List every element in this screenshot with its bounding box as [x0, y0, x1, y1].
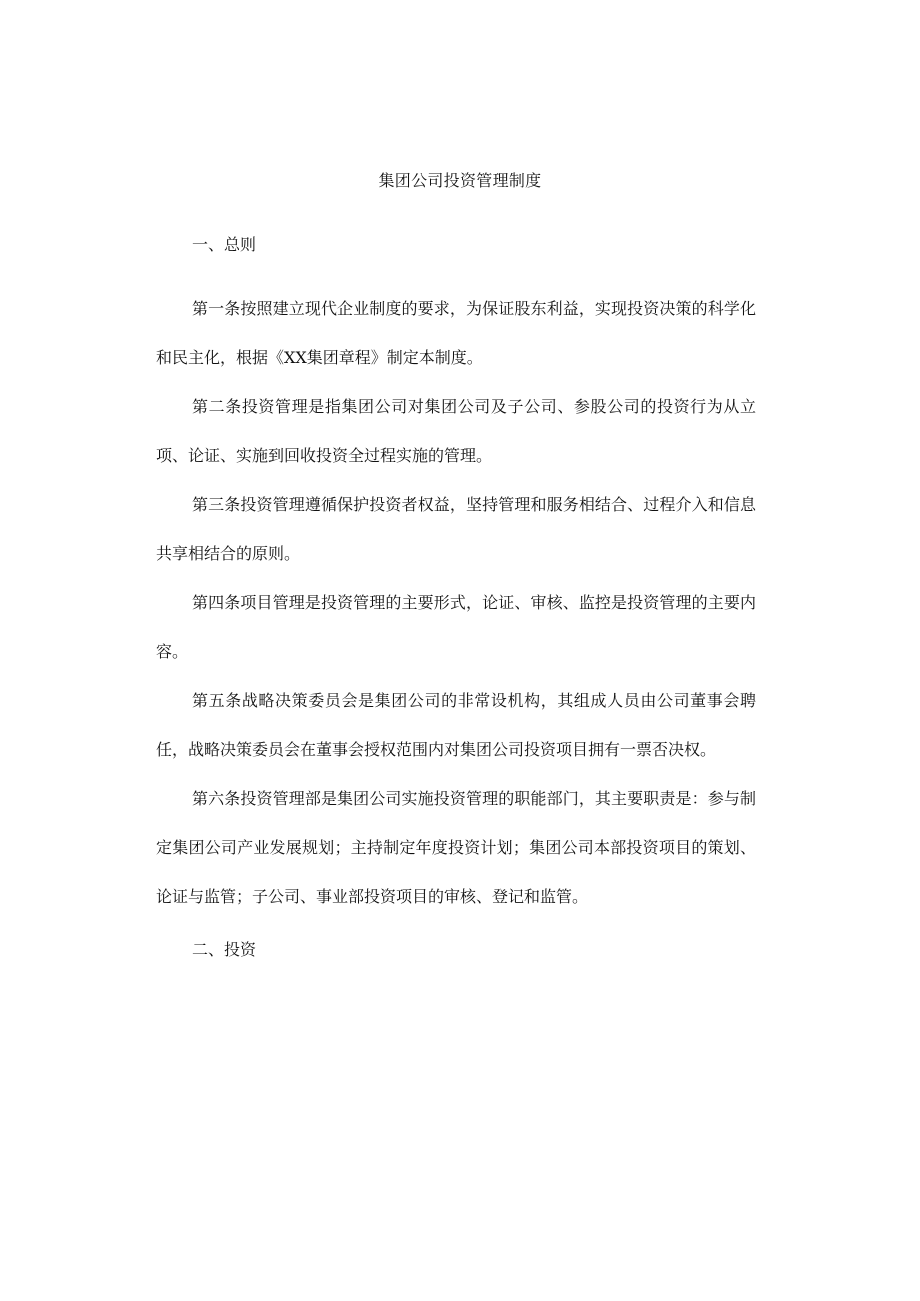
section-heading-investment: 二、投资 — [192, 940, 257, 959]
article-2: 第二条投资管理是指集团公司对集团公司及子公司、参股公司的投资行为从立项、论证、实施到回收投资全过程实施的管理。 — [156, 397, 756, 465]
document-title: 集团公司投资管理制度 — [378, 171, 542, 190]
article-1: 第一条按照建立现代企业制度的要求，为保证股东利益，实现投资决策的科学化和民主化，根据《XX集团章程》制定本制度。 — [156, 299, 756, 367]
article-3: 第三条投资管理遵循保护投资者权益，坚持管理和服务相结合、过程介入和信息共享相结合的原则。 — [156, 495, 756, 563]
article-4: 第四条项目管理是投资管理的主要形式，论证、审核、监控是投资管理的主要内容。 — [156, 593, 756, 661]
article-6: 第六条投资管理部是集团公司实施投资管理的职能部门，其主要职责是：参与制定集团公司产业发展规划；主持制定年度投资计划；集团公司本部投资项目的策划、论证与监管；子公司、事业部投资项目的审核、登记和监管。 — [156, 789, 756, 906]
document-body — [156, 230, 756, 965]
article-5: 第五条战略决策委员会是集团公司的非常设机构，其组成人员由公司董事会聘任，战略决策委员会在董事会授权范围内对集团公司投资项目拥有一票否决权。 — [156, 691, 756, 759]
section-heading-general: 一、总则 — [192, 235, 257, 254]
